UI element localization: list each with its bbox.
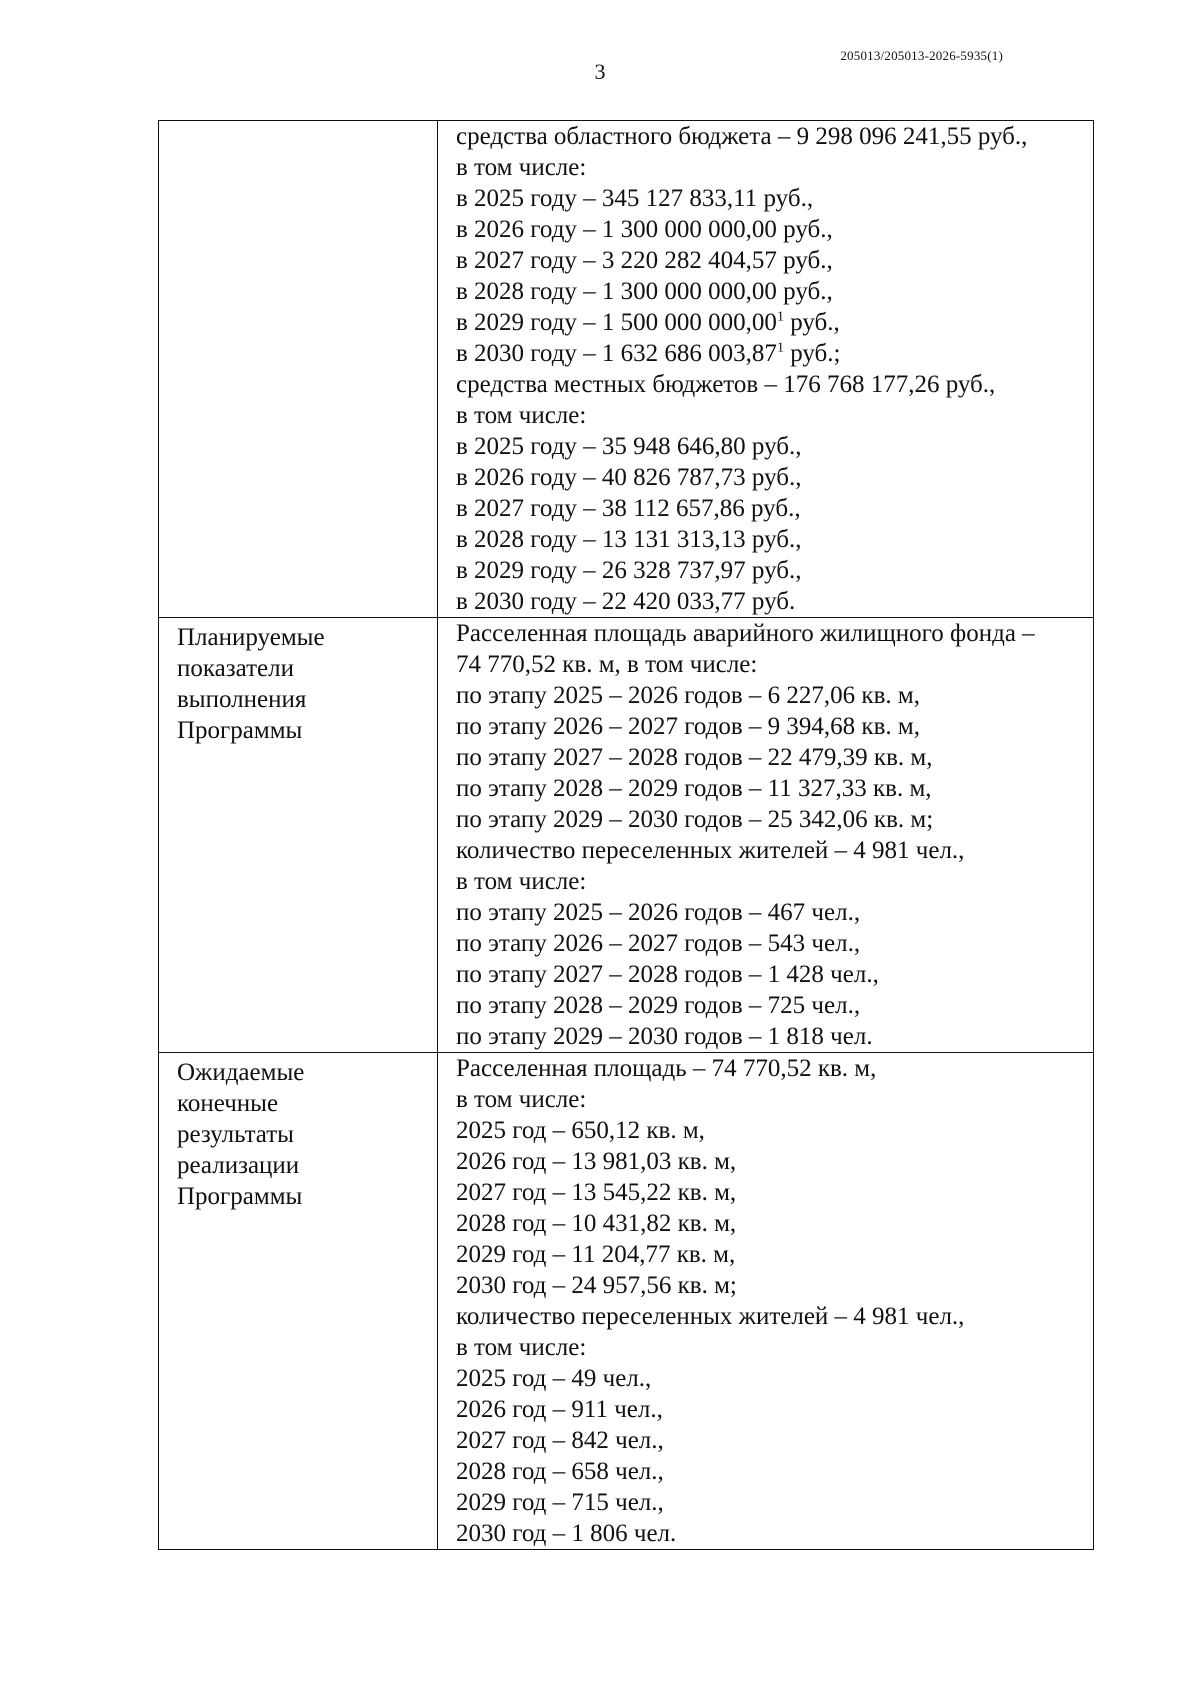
- label-line: Программы: [177, 1183, 303, 1210]
- text-line: 2025 год – 650,12 кв. м,: [456, 1117, 705, 1144]
- text-line: в 2028 году – 13 131 313,13 руб.,: [456, 526, 802, 553]
- text-line: по этапу 2025 – 2026 годов – 6 227,06 кв. м,: [456, 682, 920, 709]
- text-line: в 2025 году – 345 127 833,11 руб.,: [456, 185, 814, 212]
- text-line: в 2027 году – 38 112 657,86 руб.,: [456, 495, 801, 522]
- text-line-with-footnote: [456, 338, 1093, 369]
- text-line: в 2028 году – 1 300 000 000,00 руб.,: [456, 278, 833, 305]
- text-line: в том числе:: [456, 868, 587, 895]
- text-line: количество переселенных жителей – 4 981 чел.,: [456, 1303, 965, 1330]
- label-line: выполнения: [177, 686, 307, 713]
- row-label-expected-results: [159, 1053, 438, 1550]
- text-line-main: в 2029 году – 1 500 000 000,00: [456, 309, 777, 336]
- text-line: 2029 год – 11 204,77 кв. м,: [456, 1241, 736, 1268]
- text-line: в 2029 году – 26 328 737,97 руб.,: [456, 557, 802, 584]
- text-line: 2026 год – 13 981,03 кв. м,: [456, 1148, 737, 1175]
- label-line: реализации: [177, 1152, 300, 1179]
- label-line: Программы: [177, 717, 303, 744]
- text-line: 2026 год – 911 чел.,: [456, 1396, 663, 1423]
- text-line: 2025 год – 49 чел.,: [456, 1365, 652, 1392]
- text-line-tail: руб.;: [783, 340, 841, 367]
- row-label-funding: [159, 121, 438, 618]
- row-content-planned-indicators: [438, 618, 1094, 1053]
- label-line: Планируемые: [177, 624, 325, 651]
- text-line: в том числе:: [456, 1334, 587, 1361]
- text-line: по этапу 2027 – 2028 годов – 1 428 чел.,: [456, 961, 879, 988]
- text-line: по этапу 2029 – 2030 годов – 25 342,06 кв. м;: [456, 806, 934, 833]
- text-line-tail: руб.,: [783, 309, 840, 336]
- text-line: 2027 год – 13 545,22 кв. м,: [456, 1179, 737, 1206]
- table-row-funding: [159, 121, 1094, 618]
- text-line: по этапу 2028 – 2029 годов – 11 327,33 кв. м,: [456, 775, 932, 802]
- text-line: в том числе:: [456, 402, 587, 429]
- footnote-mark: 1: [776, 340, 784, 356]
- text-line: Расселенная площадь аварийного жилищного фонда –: [456, 620, 1035, 647]
- text-line: 2028 год – 658 чел.,: [456, 1458, 664, 1485]
- text-line: Расселенная площадь – 74 770,52 кв. м,: [456, 1055, 877, 1082]
- text-line: по этапу 2025 – 2026 годов – 467 чел.,: [456, 899, 861, 926]
- text-line: в 2030 году – 22 420 033,77 руб.: [456, 588, 796, 615]
- text-line: по этапу 2028 – 2029 годов – 725 чел.,: [456, 992, 861, 1019]
- text-line: по этапу 2027 – 2028 годов – 22 479,39 кв. м,: [456, 744, 933, 771]
- label-line: результаты: [177, 1121, 294, 1148]
- text-line: в 2027 году – 3 220 282 404,57 руб.,: [456, 247, 833, 274]
- text-line: в том числе:: [456, 1086, 587, 1113]
- text-line: в 2025 году – 35 948 646,80 руб.,: [456, 433, 802, 460]
- text-line: 2030 год – 1 806 чел.: [456, 1520, 677, 1547]
- program-passport-table: [158, 120, 1094, 1550]
- footnote-mark: 1: [776, 309, 784, 325]
- text-line: в 2026 году – 1 300 000 000,00 руб.,: [456, 216, 833, 243]
- text-line: 2029 год – 715 чел.,: [456, 1489, 664, 1516]
- text-line: количество переселенных жителей – 4 981 чел.,: [456, 837, 965, 864]
- row-content-funding: [438, 121, 1094, 618]
- document-code: 205013/205013-2026-5935(1): [840, 48, 1003, 63]
- text-line-with-footnote: [456, 307, 1093, 338]
- text-line: 2028 год – 10 431,82 кв. м,: [456, 1210, 737, 1237]
- text-line: по этапу 2029 – 2030 годов – 1 818 чел.: [456, 1023, 873, 1050]
- page-number: 3: [594, 59, 606, 84]
- table-row-expected-results: [159, 1053, 1094, 1550]
- text-line: средства областного бюджета – 9 298 096 241,55 руб.,: [456, 123, 1028, 150]
- text-line: по этапу 2026 – 2027 годов – 543 чел.,: [456, 930, 861, 957]
- text-line: по этапу 2026 – 2027 годов – 9 394,68 кв. м,: [456, 713, 920, 740]
- text-line: 2027 год – 842 чел.,: [456, 1427, 664, 1454]
- label-line: показатели: [177, 655, 294, 682]
- text-line: 74 770,52 кв. м, в том числе:: [456, 651, 758, 678]
- label-line: конечные: [177, 1090, 279, 1117]
- text-line: в том числе:: [456, 154, 587, 181]
- table-row-planned-indicators: [159, 618, 1094, 1053]
- text-line-main: в 2030 году – 1 632 686 003,87: [456, 340, 777, 367]
- text-line: 2030 год – 24 957,56 кв. м;: [456, 1272, 737, 1299]
- text-line: в 2026 году – 40 826 787,73 руб.,: [456, 464, 802, 491]
- text-line: средства местных бюджетов – 176 768 177,26 руб.,: [456, 371, 996, 398]
- label-line: Ожидаемые: [177, 1059, 305, 1086]
- row-label-planned-indicators: [159, 618, 438, 1053]
- row-content-expected-results: [438, 1053, 1094, 1550]
